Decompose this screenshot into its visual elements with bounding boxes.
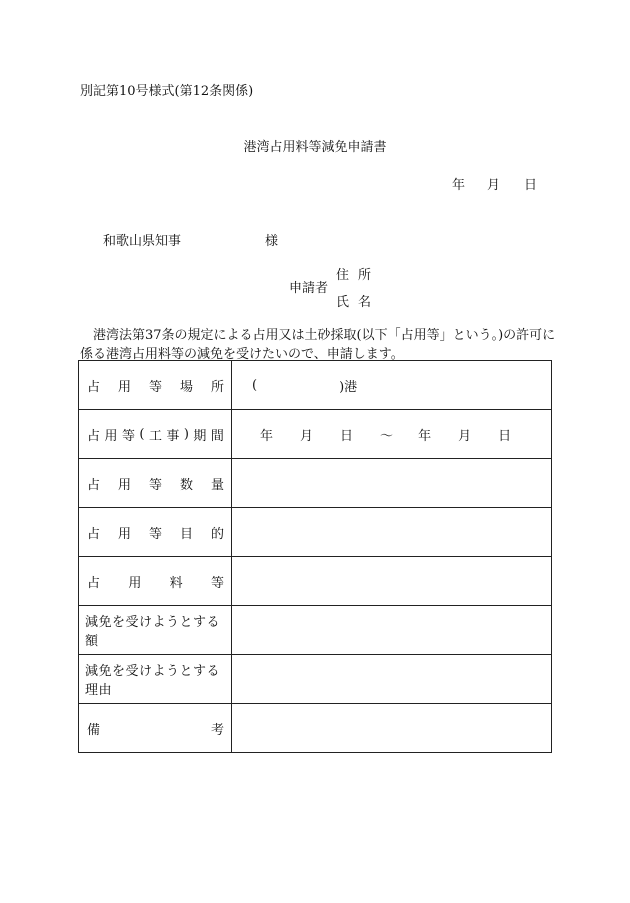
period-start-day: 日 xyxy=(340,428,354,444)
date-month-label: 月 xyxy=(487,178,501,193)
period-end-month: 月 xyxy=(458,428,472,444)
period-separator: ～ xyxy=(380,428,394,444)
row-value-fee[interactable] xyxy=(232,557,552,606)
period-end-year: 年 xyxy=(418,428,432,444)
label-char: 占 xyxy=(87,477,101,493)
label-char: 占 xyxy=(87,379,101,395)
label-text: 減免を受けようとする理由 xyxy=(85,664,221,698)
application-statement: 港湾法第37条の規定による占用又は土砂採取(以下「占用等」という。)の許可に係る港湾占用料等の減免を受けたいので、申請します。 xyxy=(80,328,556,362)
document-title: 港湾占用料等減免申請書 xyxy=(243,140,387,155)
table-row xyxy=(79,361,552,410)
label-char: 間 xyxy=(210,428,224,444)
label-char: 占 xyxy=(87,526,101,542)
row-label-period xyxy=(79,410,232,459)
row-label-reduction-reason xyxy=(79,655,232,704)
label-char: 料 xyxy=(169,575,183,591)
table-row xyxy=(79,410,552,459)
label-char: 量 xyxy=(210,477,224,493)
row-value-period[interactable] xyxy=(232,410,552,459)
label-char: ) xyxy=(183,426,189,442)
row-value-remarks[interactable] xyxy=(232,704,552,753)
label-char: 用 xyxy=(117,526,131,542)
date-day-label: 日 xyxy=(524,178,538,193)
table-row xyxy=(79,655,552,704)
port-open-paren: ( xyxy=(252,377,258,393)
label-char: 工 xyxy=(148,428,162,444)
row-value-purpose[interactable] xyxy=(232,508,552,557)
label-char: 数 xyxy=(179,477,193,493)
row-label-quantity xyxy=(79,459,232,508)
date-year-label: 年 xyxy=(452,178,466,193)
row-value-location[interactable] xyxy=(232,361,552,410)
label-char: 場 xyxy=(179,379,193,395)
date-line xyxy=(452,174,537,193)
table-row xyxy=(79,606,552,655)
label-char: 期 xyxy=(193,428,207,444)
row-value-reduction-reason[interactable] xyxy=(232,655,552,704)
row-label-reduction-amount xyxy=(79,606,232,655)
table-row xyxy=(79,704,552,753)
honorific: 様 xyxy=(265,234,279,249)
label-char: 備 xyxy=(87,722,101,738)
label-char: 等 xyxy=(148,526,162,542)
row-value-quantity[interactable] xyxy=(232,459,552,508)
form-reference: 別記第10号様式(第12条関係) xyxy=(80,84,254,99)
row-label-location xyxy=(79,361,232,410)
label-char: 等 xyxy=(148,379,162,395)
label-char: 用 xyxy=(128,575,142,591)
port-suffix: )港 xyxy=(339,379,358,395)
application-table xyxy=(78,360,552,753)
period-start-month: 月 xyxy=(300,428,314,444)
addressee: 和歌山県知事 xyxy=(103,234,182,249)
period-end-day: 日 xyxy=(498,428,512,444)
label-char: ( xyxy=(139,426,145,442)
row-label-purpose xyxy=(79,508,232,557)
address-label: 住所 xyxy=(336,268,381,283)
label-text: 減免を受けようとする額 xyxy=(85,615,221,649)
label-char: 事 xyxy=(166,428,180,444)
row-value-reduction-amount[interactable] xyxy=(232,606,552,655)
label-char: 占 xyxy=(87,575,101,591)
label-char: 等 xyxy=(121,428,135,444)
label-char: 所 xyxy=(210,379,224,395)
row-label-remarks xyxy=(79,704,232,753)
label-char: 用 xyxy=(117,477,131,493)
table-row xyxy=(79,459,552,508)
table-row xyxy=(79,557,552,606)
name-label: 氏名 xyxy=(336,295,381,310)
label-char: 目 xyxy=(179,526,193,542)
label-char: 占 xyxy=(87,428,101,444)
row-label-fee xyxy=(79,557,232,606)
table-row xyxy=(79,508,552,557)
label-char: 等 xyxy=(148,477,162,493)
label-char: 等 xyxy=(210,575,224,591)
label-char: 用 xyxy=(104,428,118,444)
label-char: 考 xyxy=(210,722,224,738)
applicant-label: 申請者 xyxy=(289,281,329,296)
period-start-year: 年 xyxy=(260,428,274,444)
label-char: 的 xyxy=(210,526,224,542)
label-char: 用 xyxy=(117,379,131,395)
